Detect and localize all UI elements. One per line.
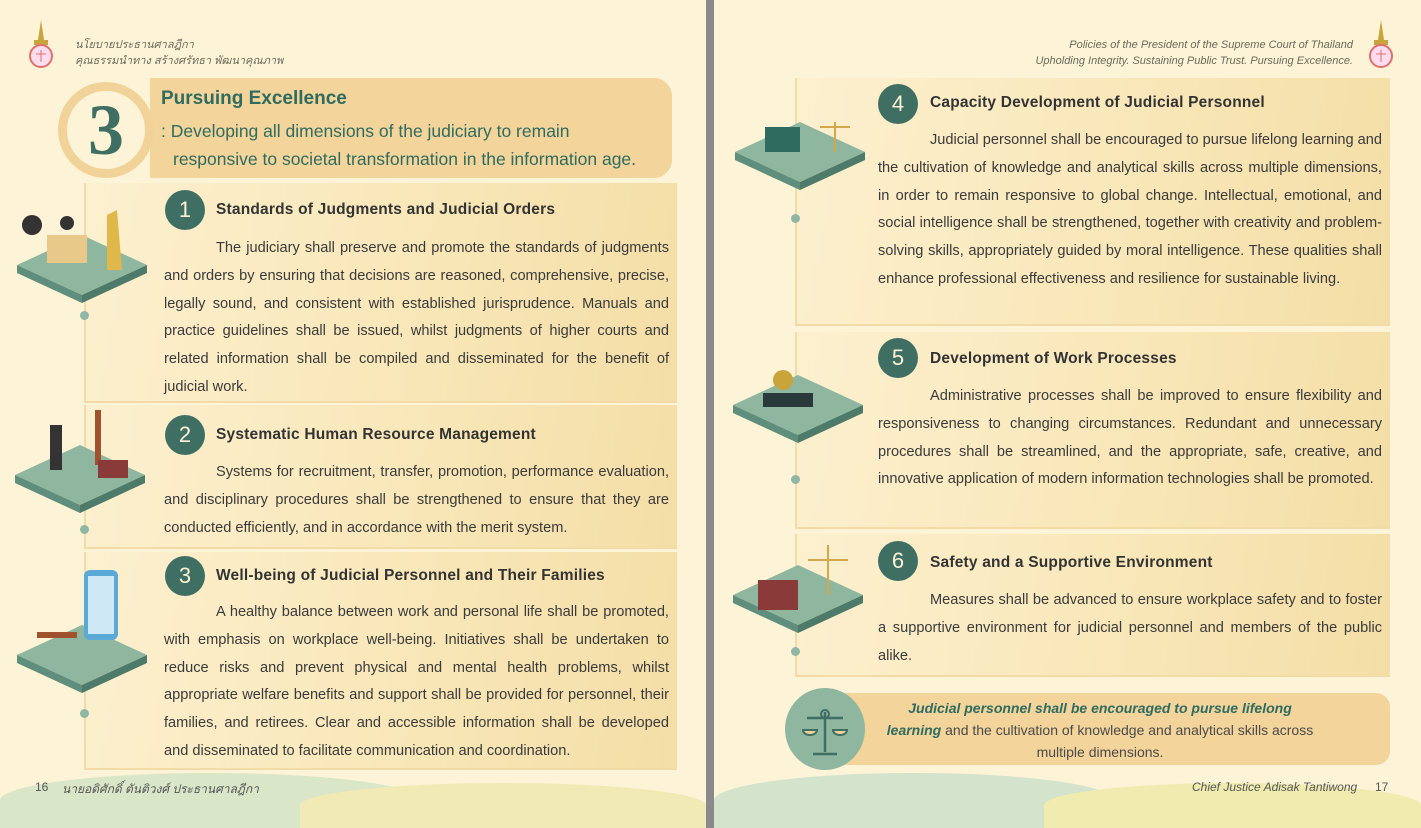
timeline-dot [80,709,89,718]
courtroom-illustration-icon [12,195,152,305]
timeline-dot [80,525,89,534]
callout-rest: and the cultivation of knowledge and analytical skills across multiple dimensions. [941,722,1314,760]
supreme-court-emblem-icon [28,18,54,70]
banner-title: Pursuing Excellence [161,88,347,109]
supreme-court-emblem-icon [1368,18,1394,70]
hr-management-illustration-icon [10,405,150,515]
header-line-2: Upholding Integrity. Sustaining Public Trust. Pursuing Excellence. [1035,55,1353,67]
section-text-4: Judicial personnel shall be encouraged to pursue lifelong learning and the cultivation of knowledge and analytical skills across multiple dimensions, in order to remain responsive to global change. Intellectual, emotional, and social intelligence shall be strengthened, together with creativity and problem-solving skills, appropriately guided by moral intelligence. These qualities shall enhance professional effectiveness and resilience for sustainable living. [878,132,1382,287]
banner-subtitle [161,117,636,173]
scales-of-justice-icon [785,688,865,770]
callout-emphasis: learning [886,722,942,738]
section-title-5: Development of Work Processes [930,350,1177,367]
section-title-6: Safety and a Supportive Environment [930,554,1213,571]
section-title-4: Capacity Development of Judicial Personnel [930,94,1265,111]
callout-text [880,697,1320,763]
section-text-5: Administrative processes shall be improved to ensure flexibility and responsiveness to changing circumstances. Redundant and unnecessary procedures shall be streamlined, and the appropriate, safe, creative, and innovative application of modern information technologies shall be promoted. [878,388,1382,488]
timeline-dot [791,475,800,484]
banner-subtitle-line-1: : Developing all dimensions of the judiciary to remain [161,121,570,141]
page-number: 16 [35,780,49,794]
timeline-dot [80,311,89,320]
work-process-illustration-icon [728,365,868,445]
timeline-dot [791,214,800,223]
wellbeing-illustration-icon [12,570,152,700]
section-number-3: 3 [165,556,205,596]
section-number-5: 5 [878,338,918,378]
safety-illustration-icon [728,540,868,640]
callout-emphasis: Judicial personnel shall be encouraged to pursue lifelong [908,700,1292,716]
section-text-6: Measures shall be advanced to ensure workplace safety and to foster a supportive environment for judicial personnel and members of the public alike. [878,592,1382,664]
timeline-dot [791,647,800,656]
learning-illustration-icon [730,92,870,202]
header-line-1: Policies of the President of the Supreme Court of Thailand [1069,39,1353,51]
section-number-4: 4 [878,84,918,124]
section-title-2: Systematic Human Resource Management [216,426,536,443]
header-line-2: คุณธรรมนำทาง สร้างศรัทธา พัฒนาคุณภาพ [75,55,284,67]
section-text-1: The judiciary shall preserve and promote the standards of judgments and orders by ensuring that decisions are reasoned, comprehensive, precise, legally sound, and consistent with established jurisprudence. Manuals and practice guidelines shall be issued, whilst judgments of higher courts and related information shall be compiled and disseminated for the benefit of judicial work. [164,240,669,395]
section-text-3: A healthy balance between work and personal life shall be promoted, with emphasis on workplace well-being. Initiatives shall be undertaken to reduce risks and prevent physical and mental health problems, whilst appropriate welfare benefits and support shall be provided for personnel, their families, and retirees. Clear and accessible information shall be developed and disseminated to facilitate communication and coordination. [164,604,669,759]
header-line-1: นโยบายประธานศาลฎีกา [75,39,194,51]
strategy-number: 3 [58,82,154,178]
footer-author: นายอดิศักดิ์ ตันติวงศ์ ประธานศาลฎีกา [62,782,259,796]
section-number-6: 6 [878,541,918,581]
section-text-2: Systems for recruitment, transfer, promotion, performance evaluation, and disciplinary procedures shall be strengthened to ensure that they are conducted efficiently, and in accordance with the merit system. [164,464,669,536]
footer-author: Chief Justice Adisak Tantiwong [1192,780,1358,794]
footer-wave [300,783,706,828]
page-number: 17 [1375,780,1389,794]
section-title-3: Well-being of Judicial Personnel and Their Families [216,567,605,584]
banner-subtitle-line-2: responsive to societal transformation in the information age. [173,149,637,169]
section-title-1: Standards of Judgments and Judicial Orders [216,201,556,218]
section-number-1: 1 [165,190,205,230]
section-number-2: 2 [165,415,205,455]
left-page [0,0,706,828]
